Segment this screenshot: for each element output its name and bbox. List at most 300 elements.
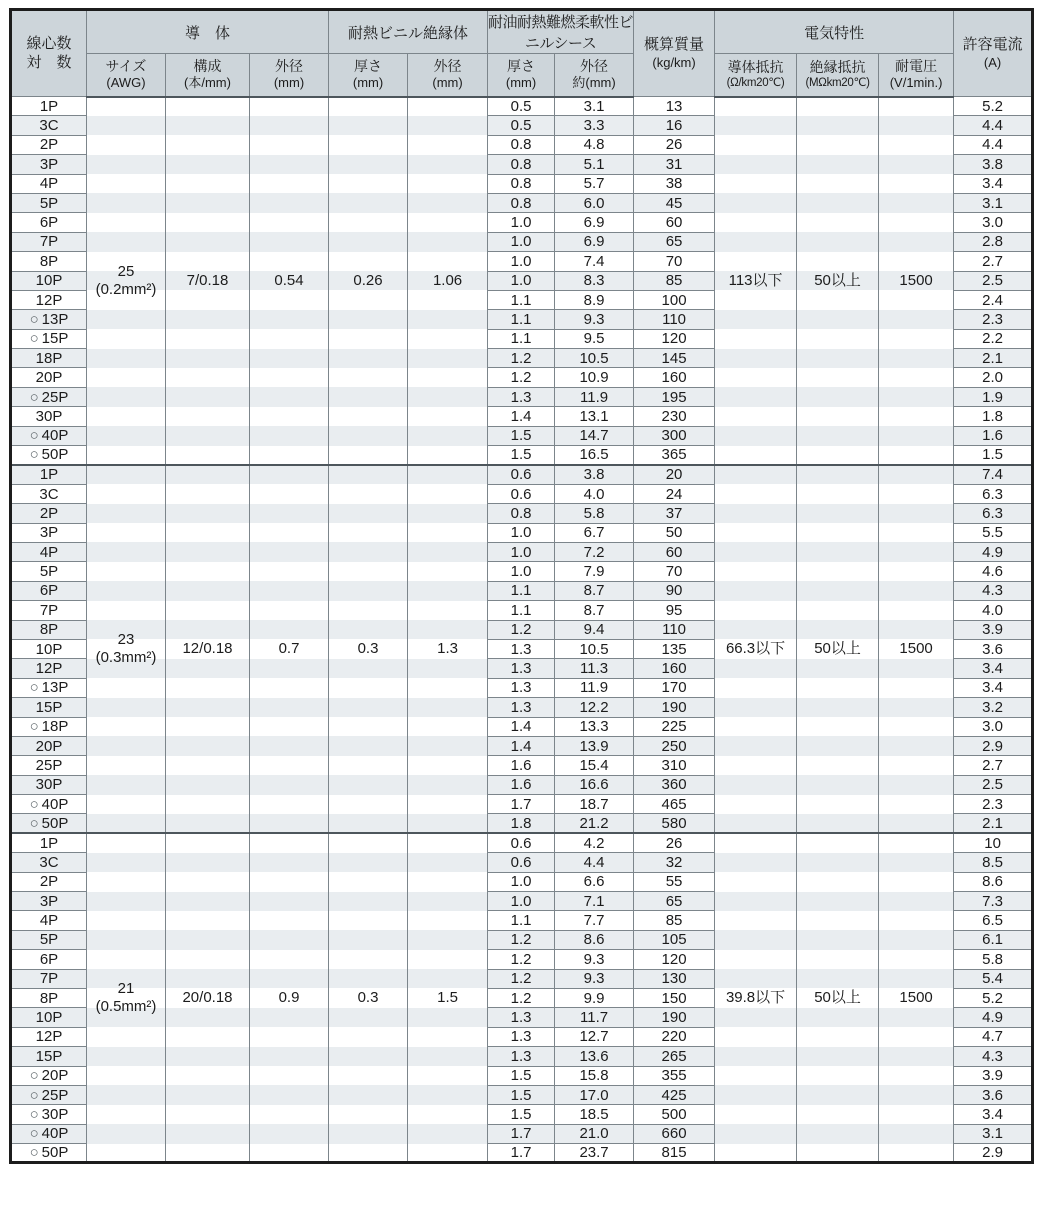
mass-cell: 130 [634, 969, 715, 988]
table-row [11, 930, 1033, 949]
insulation-thickness-cell [329, 1124, 408, 1143]
conductor-od-cell [250, 252, 329, 271]
header-insulation-resistance: 絶縁抵抗 (MΩkm20℃) [797, 54, 879, 97]
conductor-strand-cell [166, 1027, 250, 1046]
conductor-resistance-cell [715, 484, 797, 503]
insulation-thickness-cell [329, 775, 408, 794]
sheath-thickness-cell: 1.5 [488, 426, 555, 445]
conductor-size-cell [87, 562, 166, 581]
insulation-resistance-cell [797, 698, 879, 717]
mass-cell: 50 [634, 523, 715, 542]
header-pair-count-line2: 対 数 [26, 53, 72, 71]
mass-cell: 13 [634, 97, 715, 116]
voltage-cell [879, 659, 954, 678]
header-conductor-resistance: 導体抵抗 (Ω/km20℃) [715, 54, 797, 97]
insulation-thickness-cell [329, 426, 408, 445]
voltage-cell-text: 1500 [899, 989, 933, 1007]
current-cell: 1.5 [954, 446, 1033, 465]
current-cell: 2.9 [954, 1144, 1033, 1163]
insulation-thickness-cell [329, 193, 408, 212]
insulation-od-cell [408, 252, 488, 271]
insulation-resistance-cell [797, 872, 879, 891]
conductor-od-cell [250, 446, 329, 465]
pair-count-label: 4P [39, 543, 59, 561]
conductor-strand-cell [166, 756, 250, 775]
conductor-resistance-cell [715, 892, 797, 911]
sheath-od-cell: 10.5 [555, 639, 634, 658]
pair-count-label: 50P [41, 814, 69, 832]
conductor-strand-cell [166, 678, 250, 697]
conductor-od-cell-text: 0.7 [278, 640, 300, 658]
sheath-od-cell: 4.4 [555, 853, 634, 872]
conductor-resistance-cell [715, 1047, 797, 1066]
pair-count-cell [11, 1144, 87, 1163]
insulation-thickness-cell [329, 639, 408, 658]
current-cell: 4.9 [954, 1008, 1033, 1027]
conductor-od-cell [250, 174, 329, 193]
mass-cell: 220 [634, 1027, 715, 1046]
insulation-od-cell [408, 698, 488, 717]
insulation-resistance-cell [797, 1027, 879, 1046]
insulation-thickness-cell [329, 756, 408, 775]
conductor-strand-cell [166, 892, 250, 911]
conductor-strand-cell [166, 349, 250, 368]
pair-count-label: 25P [35, 756, 63, 774]
insulation-od-cell [408, 407, 488, 426]
voltage-cell-text: 1500 [899, 640, 933, 658]
voltage-cell [879, 756, 954, 775]
table-row [11, 581, 1033, 600]
insulation-thickness-cell [329, 795, 408, 814]
sheath-od-cell: 21.0 [555, 1124, 634, 1143]
conductor-od-cell [250, 678, 329, 697]
mass-cell: 105 [634, 930, 715, 949]
insulation-od-cell [408, 232, 488, 251]
sheath-od-cell: 9.3 [555, 950, 634, 969]
conductor-size-cell [87, 814, 166, 833]
insulation-od-cell [408, 97, 488, 116]
sheath-thickness-cell: 0.8 [488, 504, 555, 523]
mass-cell: 20 [634, 465, 715, 484]
sheath-od-cell: 5.8 [555, 504, 634, 523]
sheath-thickness-cell: 1.4 [488, 407, 555, 426]
conductor-size-cell [87, 368, 166, 387]
voltage-cell [879, 465, 954, 484]
voltage-cell [879, 368, 954, 387]
insulation-resistance-cell [797, 465, 879, 484]
current-cell: 6.3 [954, 504, 1033, 523]
conductor-od-cell [250, 1047, 329, 1066]
sheath-od-cell: 9.3 [555, 310, 634, 329]
conductor-strand-cell [166, 232, 250, 251]
voltage-cell-text: 1500 [899, 271, 933, 289]
sheath-thickness-cell: 1.1 [488, 601, 555, 620]
conductor-strand-cell [166, 659, 250, 678]
pair-count-label: 18P [41, 718, 69, 736]
pair-count-label: 1P [39, 834, 59, 852]
insulation-resistance-cell [797, 407, 879, 426]
conductor-size-cell [87, 116, 166, 135]
table-row [11, 1144, 1033, 1163]
conductor-resistance-cell [715, 193, 797, 212]
conductor-size-cell [87, 135, 166, 154]
sheath-od-cell: 6.6 [555, 872, 634, 891]
sheath-thickness-cell: 1.2 [488, 349, 555, 368]
voltage-cell [879, 232, 954, 251]
conductor-od-cell [250, 562, 329, 581]
conductor-od-cell [250, 426, 329, 445]
table-row [11, 872, 1033, 891]
voltage-cell [879, 795, 954, 814]
circle-mark-icon: ○ [29, 795, 39, 813]
pair-count-label: 2P [39, 136, 59, 154]
pair-count-cell [11, 387, 87, 406]
voltage-cell [879, 193, 954, 212]
pair-count-cell [11, 562, 87, 581]
conductor-strand-cell [166, 387, 250, 406]
voltage-cell [879, 1047, 954, 1066]
conductor-od-cell [250, 872, 329, 891]
insulation-od-cell [408, 659, 488, 678]
table-row [11, 795, 1033, 814]
current-cell: 4.7 [954, 1027, 1033, 1046]
table-row [11, 523, 1033, 542]
current-cell: 2.1 [954, 349, 1033, 368]
pair-count-cell [11, 1027, 87, 1046]
sheath-od-cell: 15.8 [555, 1066, 634, 1085]
pair-count-label: 40P [41, 427, 69, 445]
pair-count-label: 25P [41, 1086, 69, 1104]
pair-count-label: 2P [39, 873, 59, 891]
voltage-cell [879, 310, 954, 329]
mass-cell: 425 [634, 1085, 715, 1104]
pair-count-cell [11, 542, 87, 561]
conductor-resistance-cell [715, 310, 797, 329]
conductor-od-cell [250, 1085, 329, 1104]
table-row [11, 368, 1033, 387]
pair-count-cell [11, 698, 87, 717]
conductor-strand-cell [166, 1124, 250, 1143]
conductor-resistance-cell [715, 950, 797, 969]
table-row [11, 97, 1033, 116]
conductor-od-cell [250, 775, 329, 794]
sheath-thickness-cell: 1.3 [488, 387, 555, 406]
insulation-resistance-cell [797, 349, 879, 368]
header-mass [634, 10, 715, 97]
insulation-od-cell [408, 1008, 488, 1027]
mass-cell: 45 [634, 193, 715, 212]
conductor-od-cell [250, 542, 329, 561]
current-cell: 3.1 [954, 193, 1033, 212]
insulation-od-cell-text: 1.5 [437, 989, 458, 1007]
pair-count-cell [11, 368, 87, 387]
insulation-od-cell [408, 1105, 488, 1124]
voltage-cell [879, 833, 954, 852]
conductor-size-cell [87, 980, 166, 1016]
insulation-thickness-cell [329, 290, 408, 309]
insulation-resistance-cell [797, 795, 879, 814]
mass-cell: 85 [634, 911, 715, 930]
insulation-thickness-cell [329, 581, 408, 600]
insulation-resistance-cell [797, 542, 879, 561]
pair-count-cell [11, 853, 87, 872]
insulation-od-cell [408, 135, 488, 154]
insulation-thickness-cell [329, 1066, 408, 1085]
pair-count-cell [11, 639, 87, 658]
conductor-size-cell [87, 1066, 166, 1085]
conductor-od-cell [250, 659, 329, 678]
insulation-od-cell [408, 349, 488, 368]
insulation-od-cell [408, 562, 488, 581]
mass-cell: 110 [634, 310, 715, 329]
table-row [11, 349, 1033, 368]
insulation-od-cell [408, 1027, 488, 1046]
pair-count-cell [11, 717, 87, 736]
pair-count-label: 20P [35, 369, 63, 387]
sheath-thickness-cell: 0.6 [488, 853, 555, 872]
pair-count-label: 3P [39, 155, 59, 173]
pair-count-cell [11, 678, 87, 697]
conductor-strand-cell [166, 252, 250, 271]
pair-count-label: 10P [35, 640, 63, 658]
insulation-resistance-cell [797, 988, 879, 1007]
insulation-od-cell [408, 892, 488, 911]
insulation-thickness-cell [329, 678, 408, 697]
insulation-od-cell [408, 814, 488, 833]
current-cell: 6.5 [954, 911, 1033, 930]
conductor-size-cell [87, 1144, 166, 1163]
conductor-resistance-cell [715, 271, 797, 290]
voltage-cell [879, 678, 954, 697]
insulation-od-cell [408, 271, 488, 290]
table-row [11, 988, 1033, 1007]
conductor-od-cell [250, 698, 329, 717]
insulation-resistance-cell [797, 950, 879, 969]
insulation-resistance-cell [797, 1066, 879, 1085]
table-row [11, 310, 1033, 329]
mass-cell: 60 [634, 542, 715, 561]
pair-count-cell [11, 174, 87, 193]
insulation-thickness-cell [329, 1008, 408, 1027]
insulation-od-cell [408, 310, 488, 329]
pair-count-cell [11, 833, 87, 852]
insulation-thickness-cell-text: 0.3 [357, 989, 379, 1007]
sheath-od-cell: 9.5 [555, 329, 634, 348]
pair-count-label: 7P [39, 601, 59, 619]
insulation-thickness-cell [329, 97, 408, 116]
pair-count-label: 6P [39, 950, 59, 968]
conductor-resistance-cell [715, 1124, 797, 1143]
pair-count-label: 3P [39, 892, 59, 910]
insulation-resistance-cell [797, 484, 879, 503]
sheath-thickness-cell: 0.8 [488, 174, 555, 193]
voltage-cell [879, 639, 954, 658]
conductor-size-cell [87, 542, 166, 561]
pair-count-label: 5P [39, 194, 59, 212]
current-cell: 2.3 [954, 795, 1033, 814]
conductor-size-cell-text: 25 (0.2mm²) [95, 262, 157, 298]
conductor-resistance-cell [715, 349, 797, 368]
voltage-cell [879, 155, 954, 174]
conductor-od-cell [250, 465, 329, 484]
sheath-thickness-cell: 1.3 [488, 1047, 555, 1066]
conductor-resistance-cell [715, 853, 797, 872]
current-cell: 3.9 [954, 620, 1033, 639]
conductor-size-cell [87, 892, 166, 911]
header-insulation-group: 耐熱ビニル絶縁体 [329, 10, 488, 54]
table-row [11, 678, 1033, 697]
voltage-cell [879, 969, 954, 988]
insulation-od-cell [408, 542, 488, 561]
voltage-cell [879, 1124, 954, 1143]
conductor-size-cell [87, 872, 166, 891]
pair-count-cell [11, 795, 87, 814]
table-row [11, 601, 1033, 620]
insulation-od-cell [408, 1066, 488, 1085]
conductor-strand-cell [166, 1144, 250, 1163]
current-cell: 2.1 [954, 814, 1033, 833]
conductor-od-cell [250, 1124, 329, 1143]
conductor-resistance-cell [715, 368, 797, 387]
conductor-size-cell [87, 387, 166, 406]
voltage-cell [879, 387, 954, 406]
voltage-cell [879, 446, 954, 465]
conductor-od-cell [250, 1066, 329, 1085]
pair-count-cell [11, 1047, 87, 1066]
current-cell: 3.9 [954, 1066, 1033, 1085]
conductor-size-cell [87, 717, 166, 736]
insulation-thickness-cell [329, 310, 408, 329]
conductor-size-cell [87, 213, 166, 232]
sheath-od-cell: 11.9 [555, 387, 634, 406]
sheath-od-cell: 6.0 [555, 193, 634, 212]
insulation-thickness-cell [329, 853, 408, 872]
conductor-od-cell [250, 950, 329, 969]
mass-cell: 160 [634, 368, 715, 387]
table-row [11, 1085, 1033, 1104]
pair-count-label: 3C [39, 117, 59, 135]
table-row [11, 426, 1033, 445]
voltage-cell [879, 814, 954, 833]
insulation-thickness-cell [329, 542, 408, 561]
insulation-thickness-cell [329, 814, 408, 833]
pair-count-cell [11, 969, 87, 988]
conductor-od-cell [250, 310, 329, 329]
conductor-strand-cell-text: 20/0.18 [182, 989, 233, 1007]
mass-cell: 365 [634, 446, 715, 465]
conductor-od-cell [250, 213, 329, 232]
current-cell: 1.8 [954, 407, 1033, 426]
pair-count-cell [11, 310, 87, 329]
conductor-resistance-cell [715, 446, 797, 465]
insulation-thickness-cell [329, 1085, 408, 1104]
pair-count-cell [11, 213, 87, 232]
conductor-size-cell [87, 446, 166, 465]
sheath-thickness-cell: 1.6 [488, 775, 555, 794]
sheath-od-cell: 7.2 [555, 542, 634, 561]
conductor-strand-cell [166, 116, 250, 135]
pair-count-label: 6P [39, 582, 59, 600]
sheath-thickness-cell: 1.7 [488, 1124, 555, 1143]
conductor-strand-cell [166, 620, 250, 639]
sheath-od-cell: 7.1 [555, 892, 634, 911]
insulation-resistance-cell [797, 193, 879, 212]
sheath-thickness-cell: 1.5 [488, 1066, 555, 1085]
mass-cell: 85 [634, 271, 715, 290]
mass-cell: 70 [634, 252, 715, 271]
sheath-od-cell: 11.3 [555, 659, 634, 678]
sheath-od-cell: 6.9 [555, 213, 634, 232]
insulation-od-cell [408, 950, 488, 969]
conductor-od-cell [250, 523, 329, 542]
conductor-size-cell [87, 756, 166, 775]
pair-count-cell [11, 1085, 87, 1104]
pair-count-label: 2P [39, 504, 59, 522]
voltage-cell [879, 892, 954, 911]
voltage-cell [879, 213, 954, 232]
sheath-od-cell: 8.6 [555, 930, 634, 949]
sheath-thickness-cell: 1.3 [488, 1008, 555, 1027]
insulation-thickness-cell [329, 349, 408, 368]
table-row [11, 911, 1033, 930]
current-cell: 1.6 [954, 426, 1033, 445]
table-row [11, 465, 1033, 484]
pair-count-cell [11, 523, 87, 542]
sheath-od-cell: 6.9 [555, 232, 634, 251]
mass-cell: 65 [634, 232, 715, 251]
circle-mark-icon: ○ [29, 814, 39, 832]
pair-count-label: 30P [41, 1106, 69, 1123]
insulation-od-cell [408, 988, 488, 1007]
sheath-thickness-cell: 1.4 [488, 736, 555, 755]
pair-count-cell [11, 756, 87, 775]
conductor-strand-cell [166, 1047, 250, 1066]
pair-count-label: 4P [39, 912, 59, 930]
conductor-size-cell [87, 504, 166, 523]
insulation-thickness-cell [329, 484, 408, 503]
pair-count-cell [11, 775, 87, 794]
insulation-resistance-cell [797, 659, 879, 678]
conductor-strand-cell [166, 1008, 250, 1027]
mass-cell: 250 [634, 736, 715, 755]
insulation-resistance-cell [797, 678, 879, 697]
voltage-cell [879, 1027, 954, 1046]
insulation-thickness-cell [329, 892, 408, 911]
sheath-od-cell: 13.6 [555, 1047, 634, 1066]
conductor-od-cell [250, 988, 329, 1007]
pair-count-label: 10P [35, 272, 63, 290]
voltage-cell [879, 872, 954, 891]
conductor-resistance-cell [715, 1085, 797, 1104]
conductor-resistance-cell [715, 698, 797, 717]
conductor-od-cell [250, 833, 329, 852]
current-cell: 6.3 [954, 484, 1033, 503]
conductor-strand-cell [166, 329, 250, 348]
conductor-od-cell [250, 1144, 329, 1163]
pair-count-cell [11, 97, 87, 116]
sheath-od-cell: 9.3 [555, 969, 634, 988]
current-cell: 4.3 [954, 581, 1033, 600]
current-cell: 3.4 [954, 1105, 1033, 1124]
conductor-resistance-cell [715, 736, 797, 755]
conductor-od-cell [250, 271, 329, 290]
mass-cell: 580 [634, 814, 715, 833]
sheath-thickness-cell: 1.0 [488, 542, 555, 561]
conductor-resistance-cell [715, 775, 797, 794]
sheath-od-cell: 4.0 [555, 484, 634, 503]
voltage-cell [879, 1105, 954, 1124]
conductor-od-cell [250, 368, 329, 387]
